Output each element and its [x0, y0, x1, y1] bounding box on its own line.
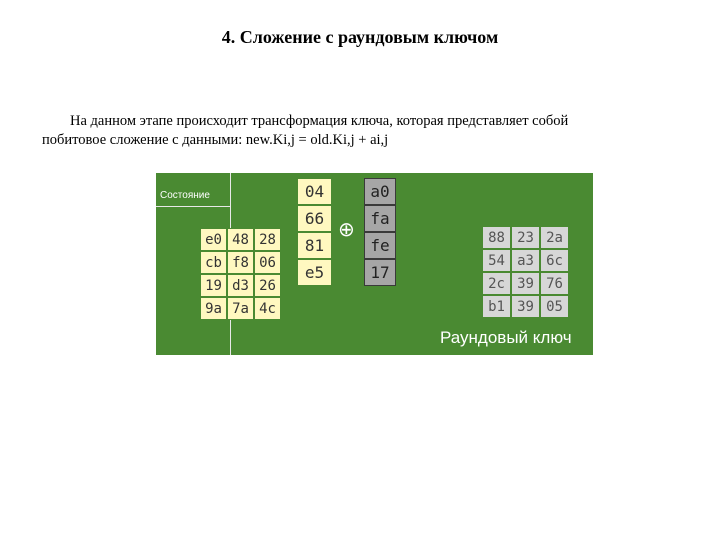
state-label: Состояние: [160, 190, 210, 201]
round-key-cell: 23: [511, 226, 540, 249]
state-cell: 48: [227, 228, 254, 251]
round-key-cell: 2c: [482, 272, 511, 295]
state-column-cell: 04: [297, 178, 332, 205]
description-line-2: побитовое сложение с данными: new.Ki,j = old.Ki,j + ai,j: [42, 132, 389, 148]
divider-horizontal: [156, 206, 230, 207]
round-key-cell: 88: [482, 226, 511, 249]
state-cell: 28: [254, 228, 281, 251]
state-column-cell: 66: [297, 205, 332, 232]
key-column-cell: fa: [364, 205, 396, 232]
round-key-cell: 54: [482, 249, 511, 272]
key-column: [364, 178, 396, 286]
round-key-matrix: [482, 226, 569, 318]
round-key-label: Раундовый ключ: [440, 328, 572, 347]
state-matrix: [200, 228, 281, 320]
key-column-cell: fe: [364, 232, 396, 259]
round-key-cell: 39: [511, 272, 540, 295]
state-cell: 4c: [254, 297, 281, 320]
xor-operator-icon: ⊕: [338, 217, 355, 241]
state-cell: 7a: [227, 297, 254, 320]
round-key-cell: 05: [540, 295, 569, 318]
state-cell: f8: [227, 251, 254, 274]
state-cell: 26: [254, 274, 281, 297]
description-paragraph: [42, 112, 642, 150]
state-column-cell: e5: [297, 259, 332, 286]
description-line-1: На данном этапе происходит трансформация ключа, которая представляет собой: [70, 113, 569, 129]
key-column-cell: a0: [364, 178, 396, 205]
slide-title: 4. Сложение с раундовым ключом: [221, 27, 499, 47]
state-column: [297, 178, 332, 286]
round-key-cell: 76: [540, 272, 569, 295]
state-cell: e0: [200, 228, 227, 251]
state-cell: cb: [200, 251, 227, 274]
state-cell: 19: [200, 274, 227, 297]
state-cell: 06: [254, 251, 281, 274]
round-key-cell: 2a: [540, 226, 569, 249]
key-column-cell: 17: [364, 259, 396, 286]
state-column-cell: 81: [297, 232, 332, 259]
round-key-cell: 39: [511, 295, 540, 318]
state-cell: 9a: [200, 297, 227, 320]
round-key-cell: b1: [482, 295, 511, 318]
state-cell: d3: [227, 274, 254, 297]
round-key-cell: a3: [511, 249, 540, 272]
round-key-cell: 6c: [540, 249, 569, 272]
add-round-key-figure: [156, 173, 593, 355]
